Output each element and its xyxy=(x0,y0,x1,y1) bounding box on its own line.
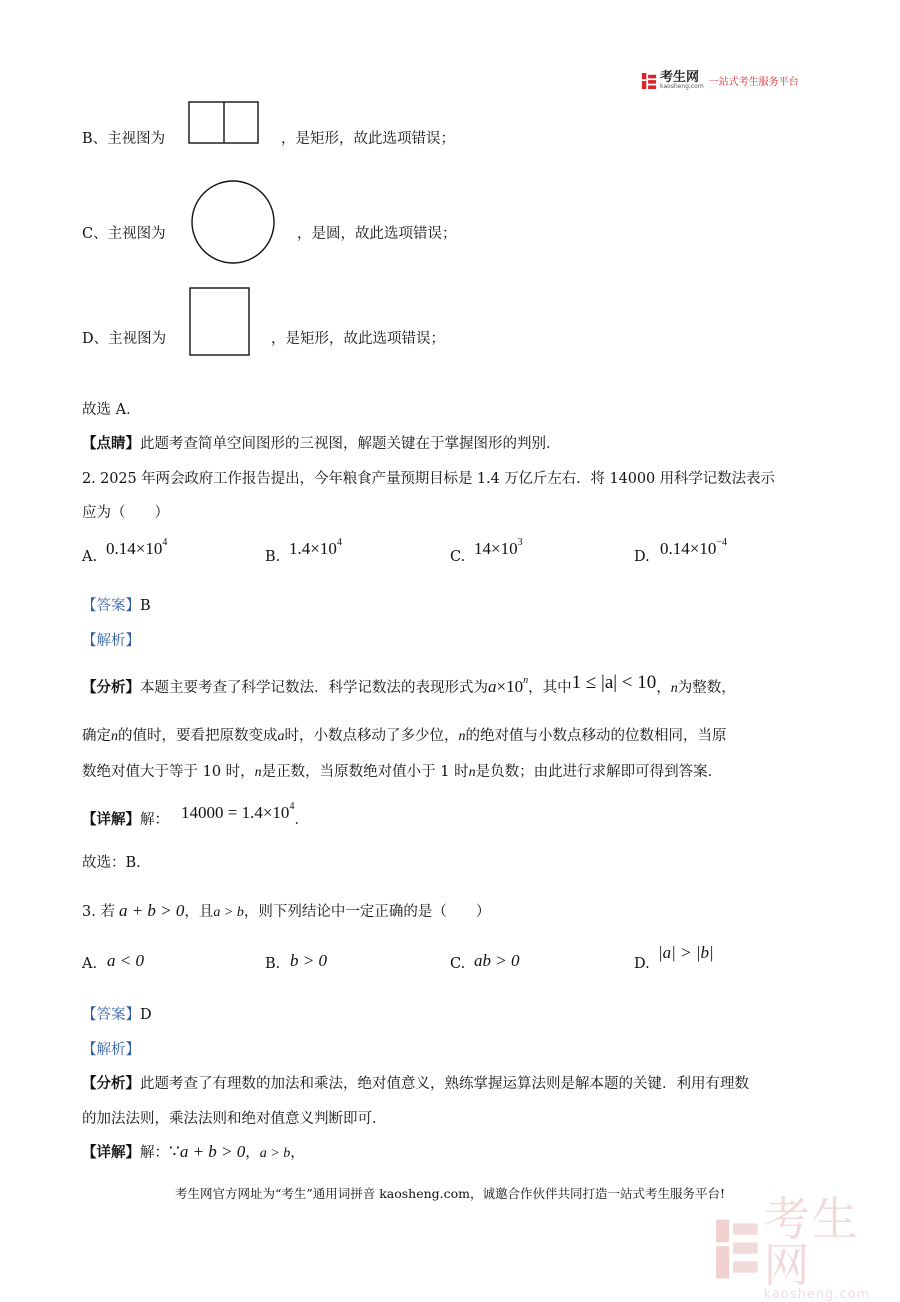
analysis-text: ，其中 xyxy=(528,680,572,696)
q2-option-b-expr xyxy=(289,539,342,559)
detail-tag: 【详解】 xyxy=(82,811,140,828)
q2-detail xyxy=(82,801,309,829)
brand-name: 考生网 xyxy=(660,70,700,85)
q2-option-c-mantissa: 14×10 xyxy=(474,539,518,558)
logo-text-group xyxy=(660,71,704,90)
analysis-text: 是负数；由此进行求解即可得到答案． xyxy=(475,764,723,780)
brand-slogan: 一站式考生服务平台 xyxy=(708,77,799,88)
var-n: n xyxy=(111,729,118,744)
q1-option-c-suffix: ，是圆，故此选项错误； xyxy=(297,226,457,242)
analysis-text: ， xyxy=(656,680,671,696)
detail-tag: 【详解】 xyxy=(82,1144,140,1161)
q2-analysis-line1 xyxy=(82,672,736,698)
var-a: a xyxy=(488,677,497,696)
q3-option-b-expr: b > 0 xyxy=(290,951,327,970)
stem-condition: a > b xyxy=(213,905,244,920)
detail-eq-text: 14000 = 1.4×10 xyxy=(181,803,290,822)
detail-equation xyxy=(181,803,294,822)
q2-stem-line2: 应为（ ） xyxy=(82,505,169,521)
analysis-text: 为整数， xyxy=(677,680,736,696)
analysis-text: 是正数，当原数绝对值小于 1 时 xyxy=(261,764,469,780)
circle-figure xyxy=(190,179,276,265)
stem-text: 3. 若 xyxy=(82,904,115,920)
q1-option-c-prefix: C、主视图为 xyxy=(82,226,166,242)
detail-eq-exp: 4 xyxy=(289,801,295,812)
q3-option-c-label: C. xyxy=(450,956,466,972)
q2-option-d-label: D. xyxy=(634,549,650,565)
q2-analysis-tag: 【解析】 xyxy=(82,633,140,649)
q2-option-b-mantissa: 1.4×10 xyxy=(289,539,337,558)
q3-analysis-line2: 的加法法则，乘法法则和绝对值意义判断即可． xyxy=(82,1111,387,1127)
analysis-text: 本题主要考查了科学记数法．科学记数法的表现形式为 xyxy=(140,680,488,696)
stem-text: ，则下列结论中一定正确的是（ ） xyxy=(243,904,491,920)
q3-option-a-label: A. xyxy=(82,956,98,972)
watermark-name: 考生网 xyxy=(763,1192,860,1292)
stem-text: ，且 xyxy=(184,904,214,920)
analysis-text: 确定 xyxy=(82,728,111,744)
var-n: n xyxy=(468,765,476,780)
detail-prefix: 解： xyxy=(140,812,169,828)
q3-answer xyxy=(82,1003,152,1024)
q3-analysis-tag: 【解析】 xyxy=(82,1042,140,1058)
var-n: n xyxy=(523,675,529,686)
range-expr: 1 ≤ |a| < 10 xyxy=(571,672,657,693)
rectangle-split-figure xyxy=(188,101,260,145)
q2-conclusion: 故选：B． xyxy=(82,855,151,871)
analysis-text: 数绝对值大于等于 10 时， xyxy=(82,764,255,780)
header-logo xyxy=(641,71,799,90)
detail-sep: ， xyxy=(245,1145,260,1161)
analysis-text: 的绝对值与小数点移动的位数相同，当原 xyxy=(465,728,727,744)
detail-end: ， xyxy=(290,1145,305,1161)
q2-option-c-exp: 3 xyxy=(517,537,523,548)
comment-tag: 【点睛】 xyxy=(82,435,140,452)
q2-option-a-expr xyxy=(106,539,167,559)
var-n: n xyxy=(670,681,678,696)
q3-option-a-expr: a < 0 xyxy=(107,951,144,970)
stem-condition: a + b > 0 xyxy=(118,901,185,920)
q1-option-d-suffix: ，是矩形，故此选项错误； xyxy=(271,331,445,347)
q2-option-a-mantissa: 0.14×10 xyxy=(106,539,163,558)
detail-condition: a > b xyxy=(259,1146,291,1161)
q2-option-d-expr xyxy=(660,539,727,559)
q1-option-b-prefix: B、主视图为 xyxy=(82,131,166,147)
q1-conclusion: 故选 A． xyxy=(82,402,141,418)
q2-option-b-exp: 4 xyxy=(336,537,342,548)
q1-comment xyxy=(82,432,561,453)
brand-domain: kaosheng.com xyxy=(660,83,704,90)
watermark-domain: kaosheng.com xyxy=(763,1287,871,1302)
q1-option-d-prefix: D、主视图为 xyxy=(82,331,167,347)
analysis-label: 【分析】 xyxy=(82,679,140,696)
q3-analysis-line1 xyxy=(82,1072,749,1093)
times-ten: ×10 xyxy=(496,677,524,696)
sci-notation-form xyxy=(488,677,528,696)
var-n: n xyxy=(458,729,466,744)
footer-text: 考生网官方网址为“考生”通用词拼音 kaosheng.com，诚邀合作伙伴共同打造一站式考生服务平台! xyxy=(174,1186,726,1201)
comment-text: 此题考查简单空间图形的三视图，解题关键在于掌握图形的判别． xyxy=(140,436,561,452)
kaosheng-watermark-icon xyxy=(716,1218,758,1280)
answer-tag: 【答案】 xyxy=(82,598,140,614)
q3-option-d-label: D. xyxy=(634,956,650,972)
q2-analysis-line3 xyxy=(82,760,722,781)
q3-detail xyxy=(82,1141,305,1162)
q2-option-a-label: A. xyxy=(82,549,98,565)
q3-stem xyxy=(82,900,490,921)
q2-option-b-label: B. xyxy=(265,549,281,565)
q2-option-d-mantissa: 0.14×10 xyxy=(660,539,717,558)
q3-option-c-expr: ab > 0 xyxy=(474,951,520,970)
detail-prefix: 解： xyxy=(140,1145,169,1161)
q2-option-c-label: C. xyxy=(450,549,466,565)
answer-value: D xyxy=(140,1007,152,1023)
rectangle-figure xyxy=(189,287,251,357)
detail-condition: a + b > 0 xyxy=(179,1142,246,1161)
watermark-text-group xyxy=(763,1192,900,1302)
analysis-text: 时，小数点移动了多少位， xyxy=(284,728,459,744)
watermark xyxy=(716,1192,900,1302)
q2-answer xyxy=(82,594,151,615)
because-symbol: ∵ xyxy=(169,1142,180,1161)
answer-value: B xyxy=(140,598,151,614)
q2-analysis-line2 xyxy=(82,724,727,745)
answer-tag: 【答案】 xyxy=(82,1007,140,1023)
q1-option-b-suffix: ，是矩形，故此选项错误； xyxy=(281,131,455,147)
kaosheng-logo-icon xyxy=(641,73,657,89)
q3-option-d-expr: |a| > |b| xyxy=(658,943,714,962)
var-a: a xyxy=(277,729,285,744)
q2-stem-line1: 2. 2025 年两会政府工作报告提出，今年粮食产量预期目标是 1.4 万亿斤左右．将 14000 用科学记数法表示 xyxy=(82,471,775,487)
analysis-label: 【分析】 xyxy=(82,1075,140,1092)
q3-option-b-label: B. xyxy=(265,956,281,972)
q2-option-a-exp: 4 xyxy=(162,537,168,548)
analysis-text: 此题考查了有理数的加法和乘法，绝对值意义，熟练掌握运算法则是解本题的关键．利用有理数 xyxy=(140,1076,749,1092)
detail-end: ． xyxy=(294,812,309,828)
analysis-text: 的值时，要看把原数变成 xyxy=(118,728,278,744)
var-n: n xyxy=(254,765,262,780)
q2-option-c-expr xyxy=(474,539,523,559)
q2-option-d-exp: −4 xyxy=(716,537,727,548)
